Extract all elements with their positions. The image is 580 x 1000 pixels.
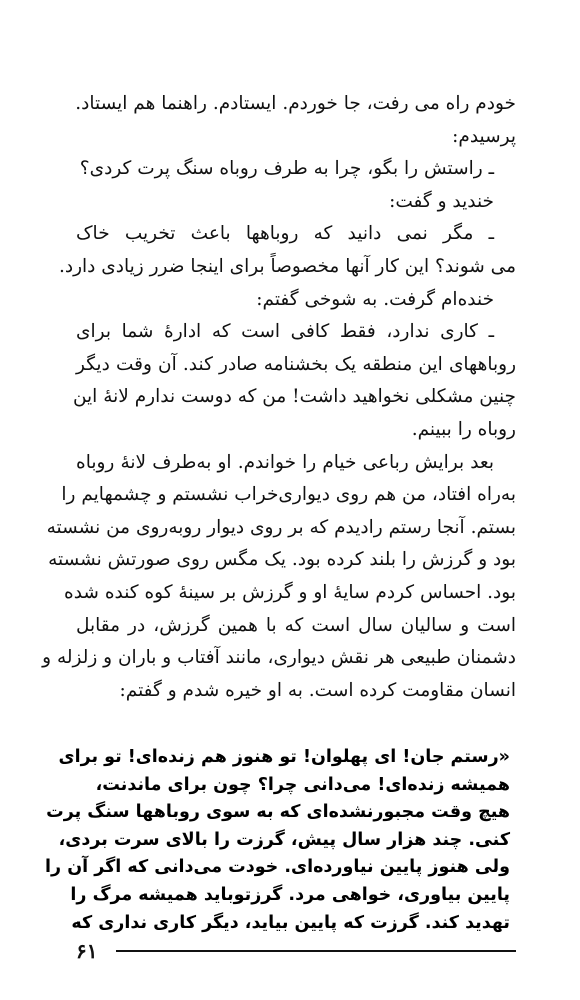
text-line: بود. احساس کردم سایهٔ او و گرزش بر سینهٔ کوه کنده شده	[64, 581, 516, 603]
text-line: می شوند؟ این کار آنها مخصوصاً برای اینجا ضرر زیادی دارد.	[58, 255, 516, 277]
text-line: است و سالیان سال است که با همین گرزش، در مقابل	[76, 614, 516, 636]
quote-line: ولی هنوز پایین نیاورده‌ای. خودت می‌دانی که اگر آن را	[45, 857, 510, 878]
quote-line: پایین بیاوری، خواهی مرد. گرزتوباید همیشه مرگ را	[70, 884, 510, 905]
text-line: خنده‌ام گرفت. به شوخی گفتم:	[256, 288, 494, 310]
quote-block	[45, 744, 510, 937]
quote-line: همیشه زنده‌ای! می‌دانی چرا؟ چون برای ماندنت،	[95, 774, 510, 795]
text-line: خودم راه می رفت، جا خوردم. ایستادم. راهنما هم ایستاد.	[75, 93, 516, 114]
text-line: چنین مشکلی نخواهید داشت! من که دوست ندارم لانهٔ این	[72, 386, 516, 408]
text-line: انسان مقاومت کرده است. به او خیره شدم و گفتم:	[119, 679, 516, 701]
text-line: بعد برایش رباعی خیام را خواندم. او به‌طرف لانهٔ روباه	[76, 451, 494, 473]
quote-line: هیچ وقت مجبورنشده‌ای که به سوی روباهها سنگ پرت	[46, 802, 510, 823]
text-line: ـ مگر نمی دانید که روباهها باعث تخریب خاک	[76, 223, 494, 245]
page-footer	[76, 936, 516, 966]
text-line: روباههای این منطقه یک بخشنامه صادر کند. آن وقت دیگر	[76, 353, 516, 375]
quote-line: «رستم جان! ای پهلوان! تو هنوز هم زنده‌ای! تو برای	[58, 747, 510, 767]
text-line: بود و گرزش را بلند کرده بود. یک مگس روی صورتش نشسته	[48, 549, 516, 571]
text-line: ـ کاری ندارد، فقط کافی است که ادارهٔ شما برای	[76, 321, 494, 343]
text-line: بستم. آنجا رستم رادیدم که بر روی دیوار روبه‌روی من نشسته	[46, 516, 516, 538]
body-text	[42, 88, 516, 707]
quote-line: تهدید کند. گرزت که پایین بیاید، دیگر کاری نداری که	[71, 912, 510, 933]
text-line: دشمنان طبیعی هر نقش دیواری، مانند آفتاب و باران و زلزله و	[42, 647, 516, 669]
quote-line: کنی. چند هزار سال پیش، گرزت را بالای سرت بردی،	[58, 829, 510, 850]
text-line: خندید و گفت:	[389, 190, 494, 212]
text-line: روباه را ببینم.	[411, 418, 516, 440]
text-line: به‌راه افتاد، من هم روی دیواری‌خراب نشستم و چشمهایم را	[61, 484, 516, 506]
text-line: پرسیدم:	[452, 125, 516, 147]
footer-rule	[116, 950, 516, 952]
text-line: ـ راستش را بگو، چرا به طرف روباه سنگ پرت کردی؟	[79, 158, 494, 180]
page-number: ۶۱	[76, 939, 98, 963]
